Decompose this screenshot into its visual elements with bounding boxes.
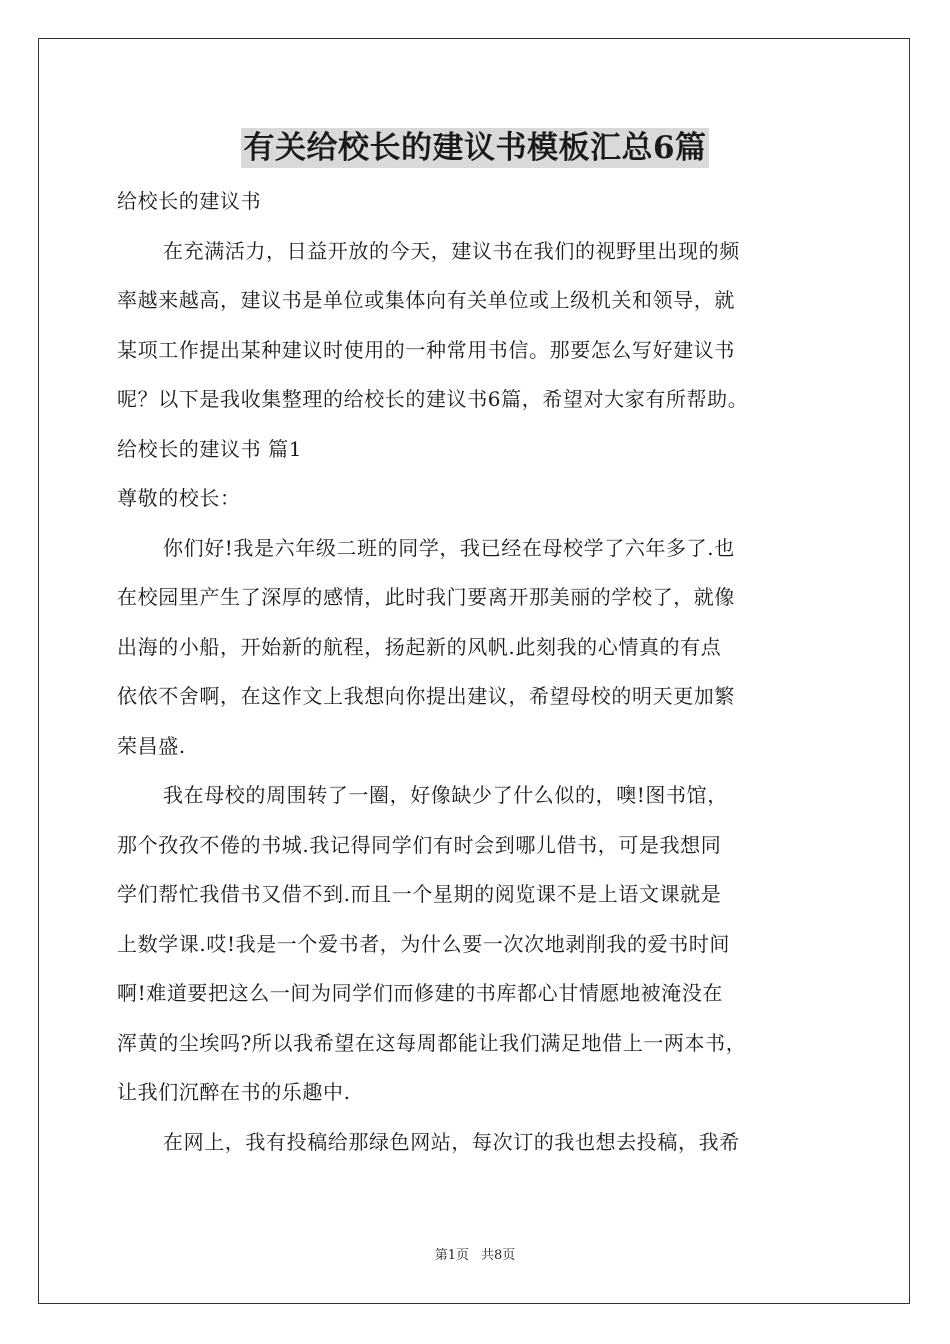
text-line: 给校长的建议书 篇1 xyxy=(117,436,303,461)
text-line: 上数学课.哎!我是一个爱书者，为什么要一次次地剥削我的爱书时间 xyxy=(117,931,730,956)
document-body xyxy=(117,177,837,1167)
text-line: 出海的小船，开始新的航程，扬起新的风帆.此刻我的心情真的有点 xyxy=(117,634,722,659)
text-line: 在校园里产生了深厚的感情，此时我门要离开那美丽的学校了，就像 xyxy=(117,585,735,609)
title-container xyxy=(0,128,950,168)
text-line: 啊!难道要把这么一间为同学们而修建的书库都心甘情愿地被淹没在 xyxy=(117,981,724,1005)
text-line: 在充满活力，日益开放的今天，建议书在我们的视野里出现的频 xyxy=(163,238,740,263)
page-number: 第1页 xyxy=(434,1248,469,1263)
text-line: 尊敬的校长： xyxy=(117,486,241,510)
page-total: 共8页 xyxy=(481,1248,516,1263)
text-line: 让我们沉醉在书的乐趣中. xyxy=(117,1080,351,1104)
page-footer xyxy=(0,1247,950,1265)
text-line: 呢？以下是我收集整理的给校长的建议书6篇，希望对大家有所帮助。 xyxy=(117,387,749,411)
text-line: 学们帮忙我借书又借不到.而且一个星期的阅览课不是上语文课就是 xyxy=(117,882,722,906)
text-line: 给校长的建议书 xyxy=(117,189,262,213)
text-line: 浑黄的尘埃吗?所以我希望在这每周都能让我们满足地借上一两本书， xyxy=(117,1030,747,1055)
text-line: 依依不舍啊，在这作文上我想向你提出建议，希望母校的明天更加繁 xyxy=(117,684,735,708)
text-line: 那个孜孜不倦的书城.我记得同学们有时会到哪儿借书，可是我想同 xyxy=(117,832,722,857)
text-line: 荣昌盛. xyxy=(117,733,186,758)
document-title: 有关给校长的建议书模板汇总6篇 xyxy=(243,130,707,166)
text-line: 你们好!我是六年级二班的同学，我已经在母校学了六年多了.也 xyxy=(163,535,735,560)
text-line: 率越来越高，建议书是单位或集体向有关单位或上级机关和领导，就 xyxy=(117,288,735,312)
text-line: 在网上，我有投稿给那绿色网站，每次订的我也想去投稿，我希 xyxy=(163,1129,740,1154)
text-line: 我在母校的周围转了一圈，好像缺少了什么似的，噢!图书馆， xyxy=(163,783,728,807)
text-line: 某项工作提出某种建议时使用的一种常用书信。那要怎么写好建议书 xyxy=(117,337,735,362)
